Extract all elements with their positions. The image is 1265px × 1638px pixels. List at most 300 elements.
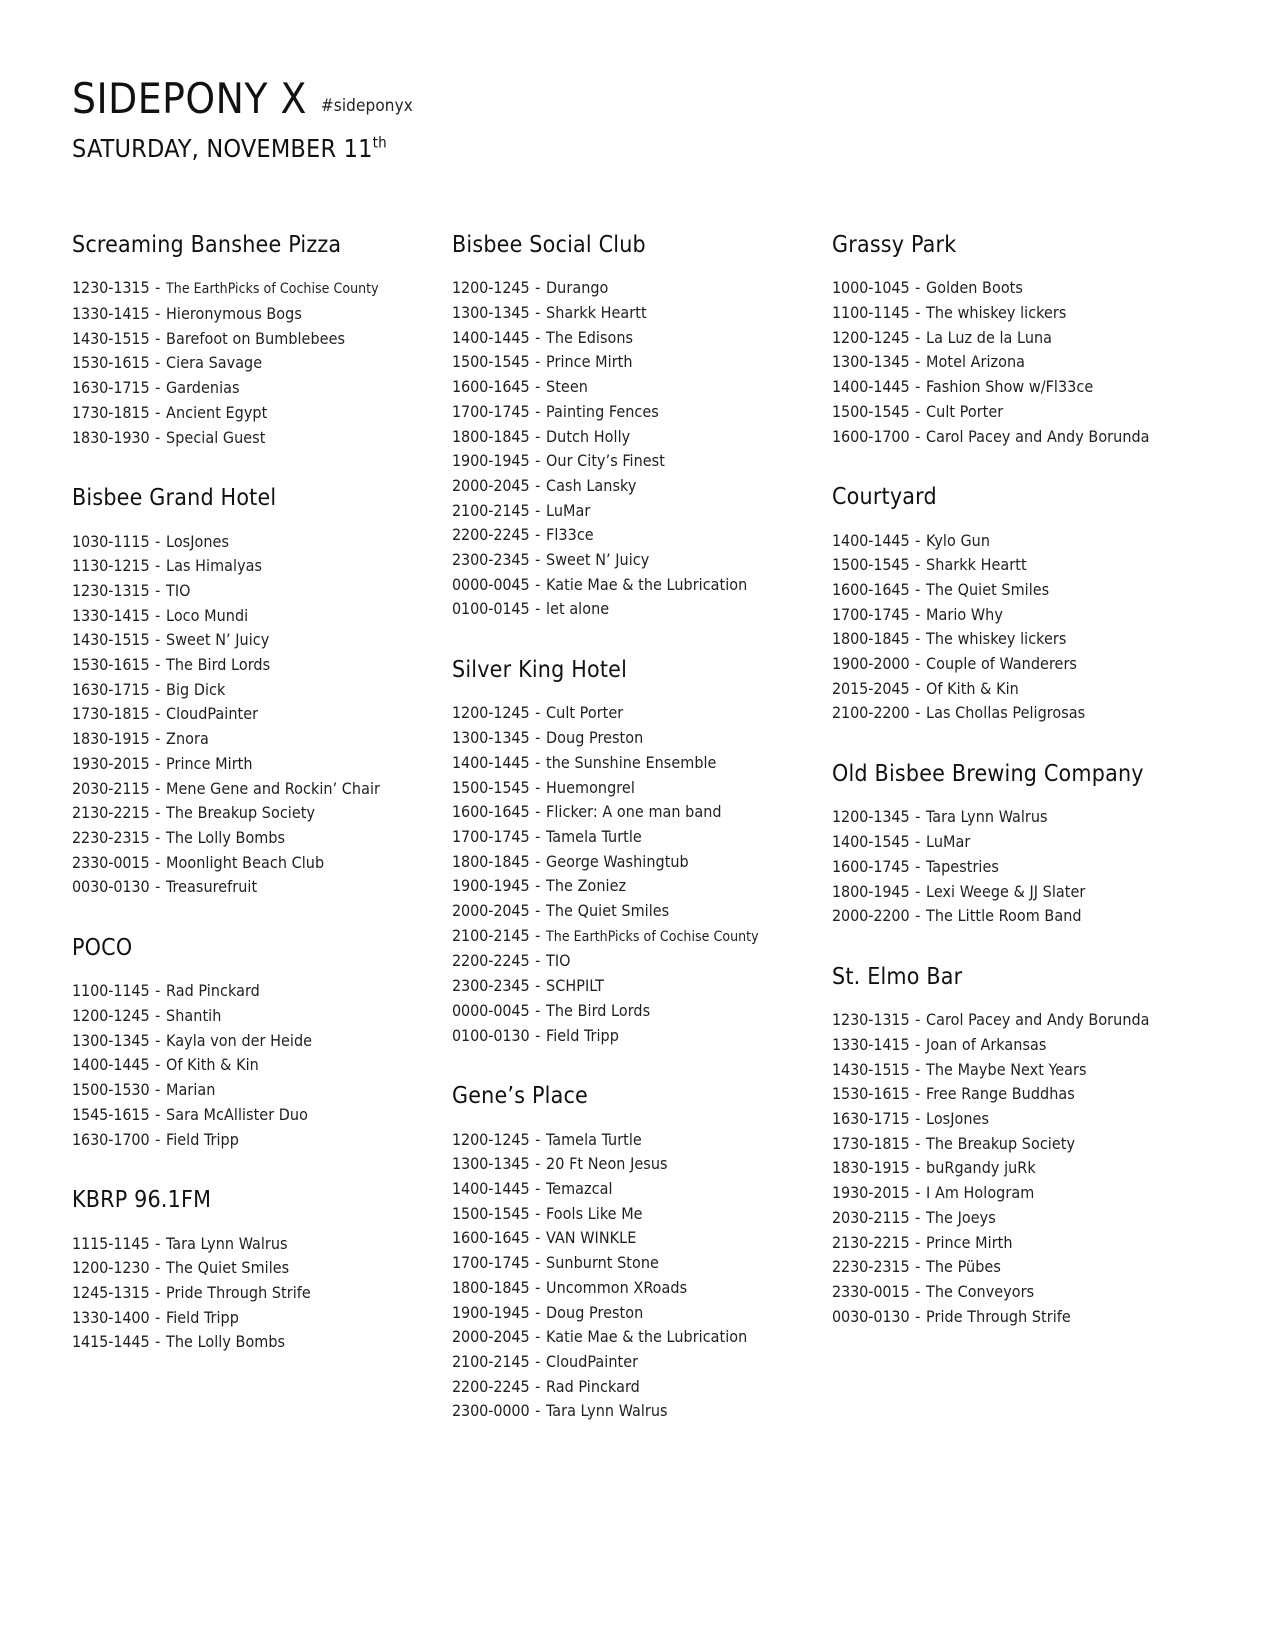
slot-separator: - [150,328,166,348]
slot-separator: - [910,278,926,298]
slot-time: 1200-1245 [72,1006,150,1026]
schedule-slot [832,1107,1212,1132]
slot-act-name: Sunburnt Stone [546,1253,659,1273]
slot-act-name: The Bird Lords [546,1000,651,1020]
slot-separator: - [530,951,546,971]
slot-act-name: Doug Preston [546,728,644,748]
schedule-slot [832,627,1212,652]
slot-time: 1530-1615 [72,655,150,675]
slot-separator: - [150,605,166,625]
slot-act-name: Huemongrel [546,777,635,797]
slot-act-name: Tapestries [926,856,999,876]
slot-time: 1430-1515 [72,630,150,650]
slot-act-name: Znora [166,729,209,749]
slot-time: 1400-1445 [452,1178,530,1198]
slot-act-name: The Bird Lords [166,655,271,675]
slot-act-name: LosJones [166,531,230,551]
schedule-slot [832,1058,1212,1083]
slot-act-name: CloudPainter [546,1351,639,1371]
slot-separator: - [910,1257,926,1277]
schedule-slot [72,1029,452,1054]
slot-separator: - [150,679,166,699]
slot-separator: - [910,426,926,446]
slot-time: 1530-1615 [832,1084,910,1104]
slot-act-name: TIO [166,580,191,600]
slot-separator: - [150,1104,166,1124]
slot-time: 2000-2045 [452,901,530,921]
slot-act-name: The EarthPicks of Cochise County [166,281,379,298]
schedule-slot [452,400,832,425]
schedule-slot [72,1256,452,1281]
slot-separator: - [530,1302,546,1322]
slot-act-name: Uncommon XRoads [546,1277,688,1297]
slot-separator: - [910,604,926,624]
venue-block [452,1084,832,1424]
slot-act-name: Tara Lynn Walrus [926,807,1048,827]
slot-time: 0100-0145 [452,599,530,619]
slot-time: 1200-1230 [72,1258,150,1278]
venue-block [452,233,832,622]
slot-time: 1230-1315 [832,1010,910,1030]
schedule-slot [832,553,1212,578]
slot-act-name: Dutch Holly [546,426,631,446]
slot-act-name: Cult Porter [926,401,1004,421]
slot-act-name: Pride Through Strife [166,1282,311,1302]
slot-time: 0100-0130 [452,1025,530,1045]
slot-act-name: The whiskey lickers [926,629,1067,649]
venue-slot-list [452,701,832,1048]
venue-block [832,965,1212,1329]
slot-time: 1200-1245 [452,278,530,298]
venue-block [72,233,452,450]
schedule-slot [72,1004,452,1029]
slot-separator: - [530,976,546,996]
venue-slot-list [452,1128,832,1424]
slot-act-name: Painting Fences [546,401,659,421]
schedule-slot [452,425,832,450]
schedule-slot [72,1078,452,1103]
slot-separator: - [530,500,546,520]
schedule-slot [452,1301,832,1326]
venue-name: Courtyard [832,484,937,511]
slot-time: 1630-1715 [832,1109,910,1129]
schedule-slot [832,1033,1212,1058]
slot-time: 1400-1445 [452,327,530,347]
schedule-column-2 [452,233,832,1424]
slot-separator: - [530,901,546,921]
slot-time: 1700-1745 [832,604,910,624]
schedule-slot [452,1202,832,1227]
slot-act-name: 20 Ft Neon Jesus [546,1154,668,1174]
slot-separator: - [530,525,546,545]
schedule-slot [832,677,1212,702]
slot-act-name: Tamela Turtle [546,1129,642,1149]
schedule-slot [452,1152,832,1177]
schedule-slot [452,326,832,351]
slot-separator: - [910,579,926,599]
slot-time: 0030-0130 [72,877,150,897]
venue-name: Screaming Banshee Pizza [72,232,342,258]
schedule-slot [832,1231,1212,1256]
slot-time: 1730-1815 [72,704,150,724]
schedule-slot [452,523,832,548]
slot-separator: - [150,402,166,422]
venue-name: Silver King Hotel [452,657,628,684]
slot-time: 1100-1145 [832,303,910,322]
slot-time: 2100-2200 [832,703,910,723]
slot-time: 2200-2245 [452,525,530,545]
slot-act-name: Of Kith & Kin [166,1055,259,1075]
schedule-slot [452,350,832,375]
venue-name: St. Elmo Bar [832,963,963,990]
slot-act-name: Kylo Gun [926,530,991,550]
slot-act-name: TIO [546,951,571,971]
slot-act-name: Tara Lynn Walrus [546,1401,668,1421]
slot-separator: - [910,401,926,421]
slot-separator: - [150,1080,166,1100]
slot-separator: - [150,778,166,798]
slot-separator: - [910,352,926,372]
schedule-slot [832,1305,1212,1330]
schedule-slot [452,1251,832,1276]
slot-time: 1700-1745 [452,401,530,421]
slot-act-name: SCHPILT [546,976,604,996]
slot-separator: - [150,278,166,298]
slot-time: 1430-1515 [72,328,150,348]
slot-act-name: Shantih [166,1006,222,1026]
schedule-slot [452,1128,832,1153]
slot-separator: - [910,1109,926,1129]
slot-separator: - [150,803,166,823]
schedule-slot [72,1281,452,1306]
schedule-slot [72,851,452,876]
slot-separator: - [150,427,166,447]
schedule-slot [72,653,452,678]
slot-separator: - [910,303,926,322]
slot-act-name: Sharkk Heartt [546,303,647,322]
slot-time: 1630-1715 [72,378,150,398]
slot-act-name: Barefoot on Bumblebees [166,328,346,348]
slot-separator: - [150,981,166,1001]
venue-block [72,486,452,900]
festival-hashtag: #sideponyx [320,96,413,116]
slot-time: 1230-1315 [72,278,150,298]
schedule-slot [832,1082,1212,1107]
slot-act-name: Big Dick [166,679,226,699]
slot-separator: - [150,827,166,847]
slot-act-name: The EarthPicks of Cochise County [546,928,759,945]
schedule-slot [832,1206,1212,1231]
schedule-slot [72,702,452,727]
schedule-slot [452,1276,832,1301]
slot-time: 1500-1545 [452,1203,530,1223]
schedule-slot [832,301,1212,326]
slot-time: 1600-1645 [832,579,910,599]
schedule-slot [832,276,1212,301]
slot-act-name: Doug Preston [546,1302,644,1322]
slot-separator: - [530,1401,546,1421]
venue-block [832,762,1212,929]
slot-separator: - [530,1376,546,1396]
schedule-slot [452,1350,832,1375]
slot-time: 1730-1815 [832,1133,910,1153]
slot-time: 1500-1545 [832,555,910,575]
slot-act-name: Rad Pinckard [546,1376,640,1396]
venue-slot-list [832,276,1212,449]
slot-act-name: Temazcal [546,1178,613,1198]
venue-block [72,1188,452,1355]
schedule-slot [452,474,832,499]
schedule-slot [452,924,832,950]
slot-separator: - [150,704,166,724]
slot-separator: - [530,352,546,372]
slot-separator: - [150,753,166,773]
slot-separator: - [150,353,166,373]
slot-act-name: Sweet N’ Juicy [166,630,270,650]
slot-act-name: The Breakup Society [166,803,316,823]
slot-time: 0000-0045 [452,574,530,594]
slot-separator: - [910,1232,926,1252]
slot-separator: - [150,1055,166,1075]
slot-separator: - [150,852,166,872]
slot-act-name: LosJones [926,1109,990,1129]
slot-separator: - [910,1059,926,1079]
schedule-slot [452,301,832,326]
slot-time: 2230-2315 [832,1257,910,1277]
slot-separator: - [910,881,926,901]
slot-separator: - [150,1233,166,1253]
schedule-slot [72,554,452,579]
slot-time: 1200-1245 [832,327,910,347]
slot-separator: - [150,1282,166,1302]
schedule-slot [832,904,1212,929]
slot-time: 1430-1515 [832,1059,910,1079]
slot-time: 1700-1745 [452,826,530,846]
slot-separator: - [530,1228,546,1248]
schedule-slot [452,850,832,875]
slot-act-name: The Maybe Next Years [926,1059,1087,1079]
slot-separator: - [910,906,926,926]
schedule-slot [452,276,832,301]
slot-time: 2230-2315 [72,827,150,847]
slot-separator: - [150,729,166,749]
slot-act-name: Mario Why [926,604,1003,624]
venue-slot-list [72,979,452,1152]
slot-act-name: The Quiet Smiles [166,1258,290,1278]
slot-time: 1930-2015 [72,753,150,773]
schedule-column-3 [832,233,1212,1329]
slot-time: 1130-1215 [72,556,150,576]
venue-name: POCO [72,935,133,962]
venue-block [832,233,1212,449]
slot-time: 1900-1945 [452,1302,530,1322]
slot-separator: - [910,654,926,674]
slot-time: 2300-2345 [452,550,530,570]
slot-time: 1400-1445 [452,752,530,772]
schedule-slot [72,875,452,900]
schedule-slot [452,825,832,850]
venue-slot-list [72,276,452,450]
slot-separator: - [530,826,546,846]
slot-act-name: Ciera Savage [166,353,263,373]
slot-act-name: Field Tripp [166,1129,239,1149]
slot-separator: - [530,1154,546,1174]
schedule-slot [832,529,1212,554]
slot-act-name: Kayla von der Heide [166,1030,313,1050]
schedule-slot [72,826,452,851]
slot-separator: - [910,832,926,852]
slot-separator: - [530,777,546,797]
slot-act-name: Joan of Arkansas [926,1034,1047,1054]
slot-time: 1415-1445 [72,1332,150,1352]
slot-time: 1300-1345 [452,728,530,748]
schedule-slot [452,1226,832,1251]
slot-act-name: The Quiet Smiles [546,901,670,921]
schedule-slot [452,899,832,924]
slot-act-name: Prince Mirth [926,1232,1013,1252]
slot-separator: - [910,530,926,550]
slot-act-name: Fl33ce [546,525,594,545]
schedule-slot [72,401,452,426]
venue-name: Bisbee Grand Hotel [72,485,277,512]
slot-time: 1630-1715 [72,679,150,699]
slot-act-name: Field Tripp [166,1307,239,1327]
slot-act-name: Moonlight Beach Club [166,852,325,872]
slot-act-name: LuMar [546,500,591,520]
slot-act-name: Carol Pacey and Andy Borunda [926,1010,1150,1030]
venue-name: KBRP 96.1FM [72,1187,212,1214]
festival-date-ordinal-suffix: th [372,133,387,152]
slot-act-name: Couple of Wanderers [926,654,1077,674]
slot-act-name: Prince Mirth [166,753,253,773]
slot-time: 1800-1845 [832,629,910,649]
schedule-slot [832,1181,1212,1206]
schedule-slot [72,276,452,302]
schedule-slot [72,752,452,777]
venue-block [72,936,452,1152]
slot-time: 1300-1345 [452,1154,530,1174]
venue-slot-list [832,529,1212,727]
slot-separator: - [530,550,546,570]
schedule-slot [452,949,832,974]
schedule-slot [452,548,832,573]
schedule-slot [832,603,1212,628]
slot-time: 1900-1945 [452,451,530,471]
slot-time: 2200-2245 [452,1376,530,1396]
slot-act-name: Las Himalyas [166,556,263,576]
slot-act-name: Gardenias [166,378,240,398]
slot-time: 2015-2045 [832,678,910,698]
slot-time: 1900-2000 [832,654,910,674]
slot-act-name: Fashion Show w/Fl33ce [926,377,1094,397]
slot-time: 1600-1645 [452,377,530,397]
slot-time: 1500-1545 [452,352,530,372]
slot-act-name: Special Guest [166,427,266,447]
slot-time: 2130-2215 [72,803,150,823]
slot-act-name: The whiskey lickers [926,303,1067,322]
slot-time: 1630-1700 [72,1129,150,1149]
slot-separator: - [910,327,926,347]
slot-act-name: The Lolly Bombs [166,827,286,847]
slot-act-name: Sharkk Heartt [926,555,1027,575]
schedule-slot [72,376,452,401]
schedule-slot [832,375,1212,400]
slot-time: 1400-1445 [72,1055,150,1075]
schedule-slot [832,578,1212,603]
slot-time: 1800-1845 [452,851,530,871]
schedule-slot [72,1053,452,1078]
schedule-slot [452,974,832,999]
venue-name: Grassy Park [832,232,957,258]
festival-date [72,134,1205,163]
slot-time: 1830-1915 [832,1158,910,1178]
slot-separator: - [530,377,546,397]
slot-separator: - [910,1281,926,1301]
schedule-slot [832,425,1212,450]
slot-act-name: CloudPainter [166,704,259,724]
slot-act-name: La Luz de la Luna [926,327,1053,347]
slot-separator: - [530,1327,546,1347]
slot-separator: - [150,630,166,650]
slot-separator: - [910,1133,926,1153]
slot-time: 2300-0000 [452,1401,530,1421]
slot-time: 1330-1415 [72,304,150,323]
slot-separator: - [150,580,166,600]
slot-act-name: Field Tripp [546,1025,619,1045]
slot-act-name: The Edisons [546,327,634,347]
slot-separator: - [530,752,546,772]
slot-separator: - [530,1203,546,1223]
schedule-slot [452,999,832,1024]
slot-separator: - [530,728,546,748]
slot-time: 1100-1145 [72,981,150,1001]
slot-separator: - [910,1034,926,1054]
slot-act-name: The Pübes [926,1257,1001,1277]
slot-separator: - [910,1306,926,1326]
slot-act-name: Tamela Turtle [546,826,642,846]
schedule-slot [832,805,1212,830]
slot-time: 2000-2200 [832,906,910,926]
slot-time: 1000-1045 [832,278,910,298]
schedule-slot [452,499,832,524]
schedule-slot [452,573,832,598]
slot-time: 1600-1745 [832,856,910,876]
slot-act-name: Pride Through Strife [926,1306,1071,1326]
slot-act-name: The Zoniez [546,876,627,896]
slot-time: 1600-1645 [452,1228,530,1248]
slot-act-name: Prince Mirth [546,352,633,372]
slot-act-name: Las Chollas Peligrosas [926,703,1086,723]
slot-separator: - [910,678,926,698]
schedule-slot [832,400,1212,425]
slot-time: 2200-2245 [452,951,530,971]
schedule-column-1 [72,233,452,1355]
slot-separator: - [910,555,926,575]
slot-time: 1500-1545 [452,777,530,797]
slot-act-name: the Sunshine Ensemble [546,752,717,772]
slot-time: 1400-1445 [832,530,910,550]
schedule-slot [72,727,452,752]
slot-act-name: Cash Lansky [546,475,637,495]
slot-separator: - [530,1000,546,1020]
slot-time: 2100-2145 [452,500,530,520]
schedule-slot [452,1375,832,1400]
schedule-slot [72,426,452,451]
slot-time: 1600-1700 [832,426,910,446]
slot-separator: - [530,802,546,822]
slot-act-name: The Joeys [926,1207,996,1227]
schedule-slot [832,1156,1212,1181]
